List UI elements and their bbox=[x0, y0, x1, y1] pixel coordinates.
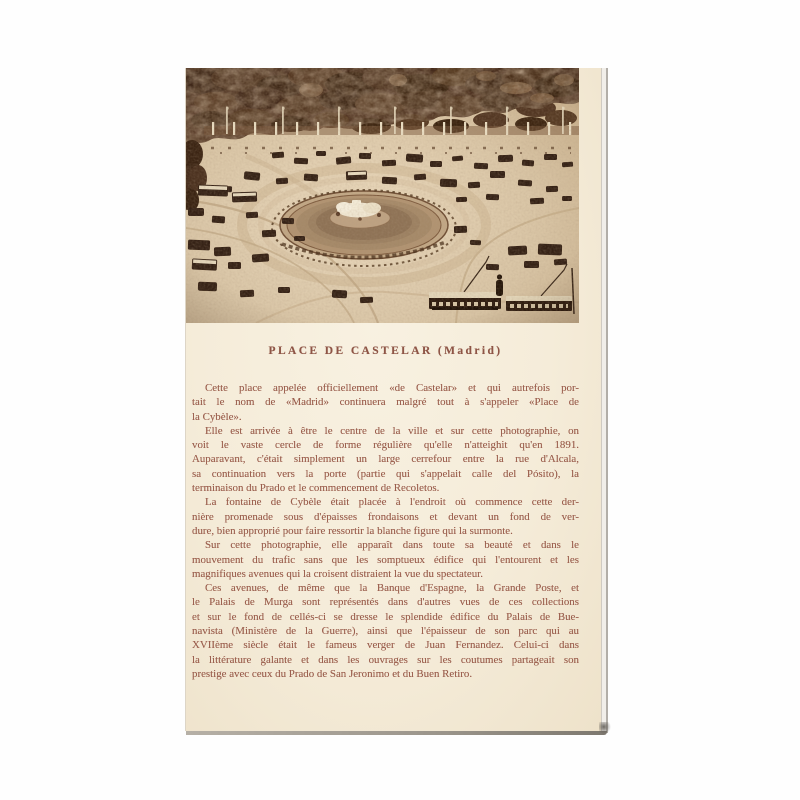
paragraph bbox=[192, 538, 579, 581]
text-line: Elle est arrivée à être le centre de la ville et sur cette photographie, on bbox=[205, 424, 579, 437]
text-line: la Cybèle». bbox=[192, 410, 242, 423]
text-line: mouvement du trafic sans que les somptueux édifice qui l'entourent et les bbox=[192, 553, 579, 566]
body-text bbox=[192, 381, 579, 681]
plaza-photo-illustration bbox=[186, 68, 579, 323]
paragraph bbox=[192, 581, 579, 681]
page-title: PLACE DE CASTELAR (Madrid) bbox=[268, 345, 503, 357]
text-line: le Palais de Murga sont représentés dans d'autres vues de ces collections bbox=[192, 596, 579, 609]
text-line: la littérature galante et dans les ouvrages sur les coutumes partageait son bbox=[192, 653, 579, 666]
text-line: et sur le fond de cellés-ci se dresse le splendide édifice du Palais de Bue- bbox=[192, 610, 579, 623]
text-line: nière promenade sous d'épaisses frondaisons et devant un fond de ver- bbox=[192, 510, 579, 523]
text-line: voit le vaste cercle de forme régulière qu'elle n'atteighit qu'en 1891. bbox=[192, 439, 579, 452]
text-line: Sur cette photographie, elle apparaît dans toute sa beauté et dans le bbox=[205, 539, 579, 552]
book-page bbox=[185, 68, 602, 731]
page-edge-right bbox=[601, 68, 609, 733]
paragraph bbox=[192, 495, 579, 538]
text-line: tait le nom de «Madrid» continuera malgré tout à s'appeler «Place de bbox=[192, 396, 579, 409]
text-line: XVIIème siècle était le fameus verger de Juan Fernandez. Celui-ci dans bbox=[192, 639, 579, 652]
text-line: Ces avenues, de même que la Banque d'Espagne, la Grande Poste, et bbox=[205, 582, 579, 595]
plaza-photograph bbox=[186, 68, 579, 323]
text-line: dure, bien approprié pour faire ressortir la blanche figure qui la surmonte. bbox=[192, 524, 513, 537]
page-corner-shadow bbox=[599, 722, 611, 734]
text-line: terminaison du Prado et le commencement de Recoletos. bbox=[192, 482, 440, 495]
text-line: Auparavant, c'était simplement un large cerrefour entre la rue d'Alcala, bbox=[192, 453, 579, 466]
text-line: La fontaine de Cybèle était placée à l'endroit où commence cette der- bbox=[205, 496, 579, 509]
page-bottom-shadow bbox=[186, 731, 607, 735]
paragraph bbox=[192, 424, 579, 495]
paragraph bbox=[192, 381, 579, 424]
text-line: magnifiques avenues qui la croisent distraient la vue du spectateur. bbox=[192, 567, 483, 580]
text-line: navista (Ministère de la Guerre), ainsi que l'épaisseur de son parc qui au bbox=[192, 625, 579, 638]
text-line: prestige avec ceux du Prado de San Jeronimo et du Buen Retiro. bbox=[192, 667, 473, 680]
text-line: sa continuation vers la porte (partie qui s'appelait calle del Pósito), la bbox=[192, 467, 579, 480]
text-line: Cette place appelée officiellement «de Castelar» et qui autrefois por- bbox=[205, 382, 579, 394]
